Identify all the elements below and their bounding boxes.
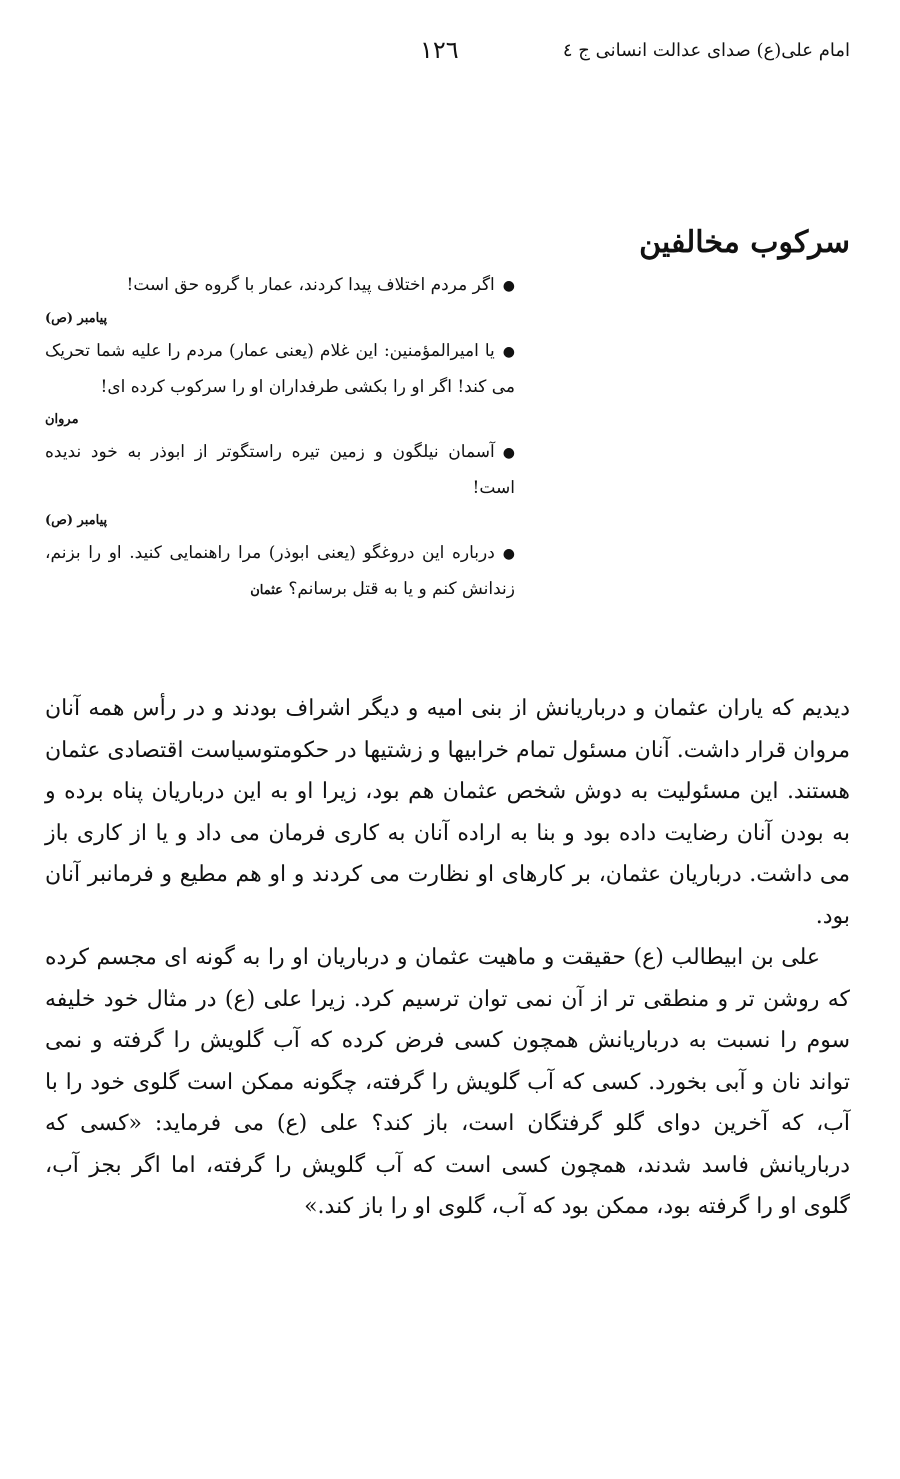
quote-text: اگر مردم اختلاف پیدا کردند، عمار با گروه حق است! xyxy=(126,275,495,295)
quote-text: آسمان نیلگون و زمین تیره راستگوتر از ابوذر به خود ندیده است! xyxy=(45,442,515,498)
body-paragraph: علی بن ابیطالب (ع) حقیقت و ماهیت عثمان و درباریان او را به گونه ای مجسم کرده که روشن تر و منطقی تر از آن نمی توان ترسیم کرد. زیرا علی (ع) در مثال خود خلیفه سوم را نسبت به درباریانش همچون کسی فرض کرده که آب گلویش را گرفته و نمی تواند نان و آبی بخورد. کسی که آب گلویش را گرفته، چگونه ممکن است گلوی خود را با آب، که آخرین دوای گلو گرفتگان است، باز کند؟ علی (ع) می فرماید: «کسی که درباریانش فاسد شدند، همچون کسی است که آب گلویش را گرفته، اما اگر بجز آب، گلوی او را گرفته بود، ممکن بود که آب، گلوی او را باز کند.» xyxy=(45,945,850,1219)
quote-item xyxy=(45,435,515,506)
page-number: ۱۲٦ xyxy=(420,36,459,64)
bullet-icon: ● xyxy=(502,445,515,461)
quote-attribution: پیامبر (ص) xyxy=(45,311,108,326)
body-text xyxy=(45,688,850,1228)
bullet-icon: ● xyxy=(502,278,515,294)
quote-attribution: عثمان xyxy=(250,583,283,598)
quote-item xyxy=(45,268,515,304)
quote-text: درباره این دروغگو (یعنی ابوذر) مرا راهنمایی کنید. او را بزنم، زندانش کنم و یا به قتل برسانم؟ xyxy=(45,543,515,599)
quote-text: یا امیرالمؤمنین: این غلام (یعنی عمار) مردم را علیه شما تحریک می کند! اگر او را بکشی طرفداران او را سرکوب کرده ای! xyxy=(45,341,515,397)
section-heading: سرکوب مخالفین xyxy=(639,225,850,260)
quote-item xyxy=(45,536,515,608)
bullet-icon: ● xyxy=(502,546,515,562)
quote-attribution: مروان xyxy=(45,412,79,427)
quote-item xyxy=(45,334,515,405)
running-title: امام علی(ع) صدای عدالت انسانی ج ٤ xyxy=(562,40,850,61)
quote-attribution: پیامبر (ص) xyxy=(45,513,108,528)
body-paragraph: دیدیم که یاران عثمان و درباریانش از بنی امیه و دیگر اشراف بودند و در رأس همه آنان مروان قرار داشت. آنان مسئول تمام خرابیها و زشتیها در حکومتوسیاست اقتصادی عثمان هستند. این مسئولیت به دوش شخص عثمان هم بود، زیرا او به این درباریان پناه برده و به بودن آنان رضایت داده بود و بنا به اراده آنان به کاری فرمان می داد و یا از کاری باز می داشت. درباریان عثمان، بر کارهای او نظارت می کردند و او هم مطیع و فرمانبر آنان بود. xyxy=(45,696,850,929)
quotes-block xyxy=(45,268,515,608)
bullet-icon: ● xyxy=(502,344,515,360)
